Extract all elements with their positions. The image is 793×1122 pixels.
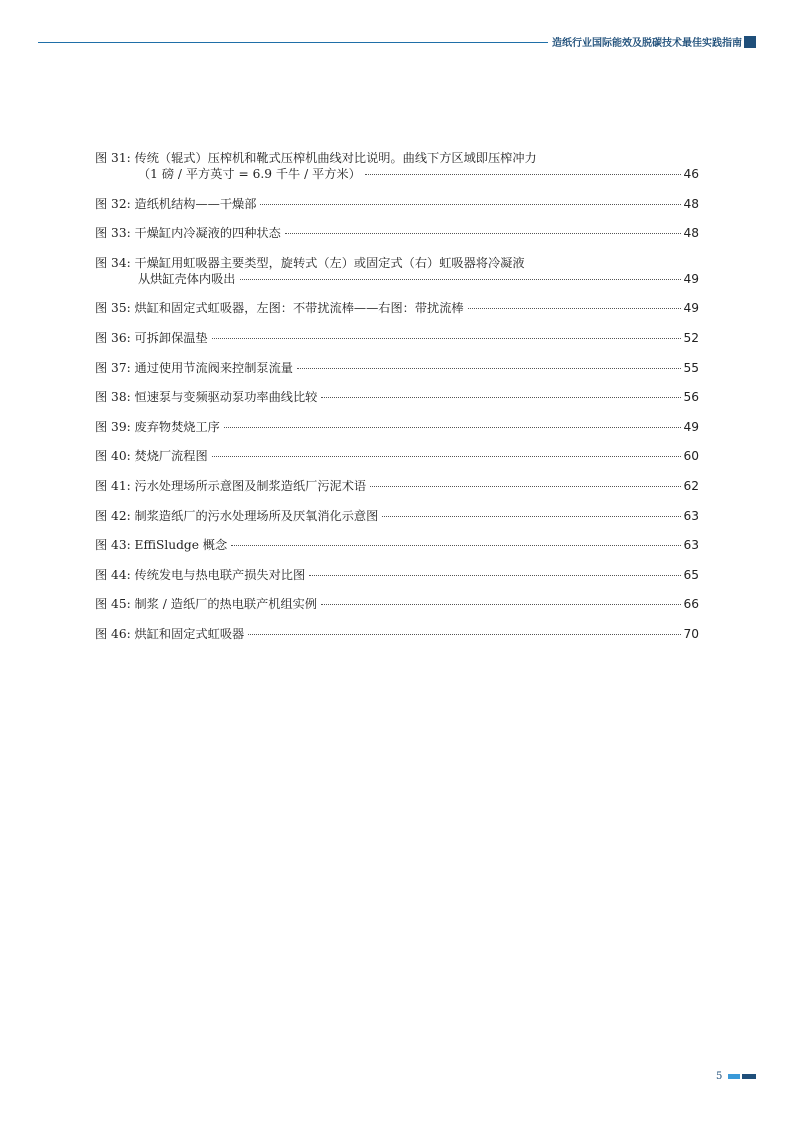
toc-entry-label: 图 38: 恒速泵与变频驱动泵功率曲线比较 bbox=[95, 390, 318, 405]
toc-entry-label: 图 32: 造纸机结构——干燥部 bbox=[95, 196, 257, 211]
toc-page-number: 62 bbox=[683, 478, 699, 493]
toc-entry-label: 图 42: 制浆造纸厂的污水处理场所及厌氧消化示意图 bbox=[95, 508, 379, 523]
toc-entry-label: 图 33: 干燥缸内冷凝液的四种状态 bbox=[95, 226, 281, 241]
header-square-mark bbox=[744, 36, 756, 48]
list-of-figures bbox=[95, 150, 699, 656]
toc-page-number: 49 bbox=[683, 301, 699, 316]
toc-leader-dots bbox=[212, 338, 682, 339]
toc-leader-dots bbox=[248, 634, 681, 635]
toc-entry[interactable] bbox=[95, 225, 699, 241]
toc-page-number: 49 bbox=[683, 271, 699, 286]
toc-leader-dots bbox=[260, 204, 681, 205]
toc-entry[interactable] bbox=[95, 389, 699, 405]
toc-entry-label: 图 43: EffiSludge 概念 bbox=[95, 538, 228, 553]
toc-entry[interactable] bbox=[95, 150, 699, 182]
toc-entry[interactable] bbox=[95, 330, 699, 346]
toc-entry-label: 从烘缸壳体内吸出 bbox=[138, 271, 236, 286]
toc-entry-label: 图 37: 通过使用节流阀来控制泵流量 bbox=[95, 360, 293, 375]
toc-leader-dots bbox=[365, 174, 682, 175]
toc-leader-dots bbox=[240, 279, 682, 280]
toc-entry-label: 图 46: 烘缸和固定式虹吸器 bbox=[95, 626, 245, 641]
toc-entry[interactable] bbox=[95, 448, 699, 464]
toc-entry-label: 图 39: 废弃物焚烧工序 bbox=[95, 419, 220, 434]
toc-entry-line1: 图 34: 干燥缸用虹吸器主要类型，旋转式（左）或固定式（右）虹吸器将冷凝液 bbox=[95, 255, 525, 270]
toc-page-number: 46 bbox=[683, 167, 699, 181]
toc-page-number: 49 bbox=[683, 419, 699, 434]
footer-accent-bar-dark bbox=[742, 1074, 756, 1079]
toc-entry[interactable] bbox=[95, 596, 699, 612]
toc-entry[interactable] bbox=[95, 419, 699, 435]
toc-leader-dots bbox=[285, 233, 682, 234]
toc-entry[interactable] bbox=[95, 626, 699, 642]
toc-page-number: 63 bbox=[683, 508, 699, 523]
toc-leader-dots bbox=[321, 604, 681, 605]
toc-entry-label: 图 40: 焚烧厂流程图 bbox=[95, 449, 208, 464]
toc-page-number: 63 bbox=[683, 538, 699, 553]
toc-leader-dots bbox=[231, 545, 681, 546]
toc-entry-line1: 图 31: 传统（辊式）压榨机和靴式压榨机曲线对比说明。曲线下方区域即压榨冲力 bbox=[95, 151, 537, 165]
toc-page-number: 66 bbox=[683, 597, 699, 612]
toc-page-number: 52 bbox=[683, 330, 699, 345]
toc-page-number: 65 bbox=[683, 567, 699, 582]
toc-page-number: 60 bbox=[683, 449, 699, 464]
toc-entry-label: 图 35: 烘缸和固定式虹吸器，左图：不带扰流棒——右图：带扰流棒 bbox=[95, 301, 464, 316]
toc-entry-label: 图 41: 污水处理场所示意图及制浆造纸厂污泥术语 bbox=[95, 478, 367, 493]
toc-leader-dots bbox=[382, 516, 681, 517]
toc-page-number: 48 bbox=[683, 226, 699, 241]
toc-entry-label: 图 44: 传统发电与热电联产损失对比图 bbox=[95, 567, 306, 582]
toc-entry[interactable] bbox=[95, 196, 699, 212]
toc-entry[interactable] bbox=[95, 255, 699, 287]
toc-leader-dots bbox=[297, 368, 681, 369]
toc-entry[interactable] bbox=[95, 478, 699, 494]
footer-accent-bar-light bbox=[728, 1074, 740, 1079]
toc-leader-dots bbox=[468, 308, 682, 309]
toc-leader-dots bbox=[224, 427, 682, 428]
toc-entry-label: 图 45: 制浆 / 造纸厂的热电联产机组实例 bbox=[95, 597, 318, 612]
toc-entry[interactable] bbox=[95, 537, 699, 553]
toc-leader-dots bbox=[212, 456, 682, 457]
header-rule bbox=[38, 42, 548, 43]
toc-page-number: 70 bbox=[683, 626, 699, 641]
toc-leader-dots bbox=[370, 486, 681, 487]
toc-leader-dots bbox=[321, 397, 681, 398]
page-number: 5 bbox=[716, 1071, 723, 1082]
toc-entry[interactable] bbox=[95, 300, 699, 316]
toc-page-number: 55 bbox=[683, 360, 699, 375]
toc-entry-label: （1 磅 / 平方英寸 = 6.9 千牛 / 平方米） bbox=[138, 167, 361, 181]
toc-entry[interactable] bbox=[95, 508, 699, 524]
toc-entry-label: 图 36: 可拆卸保温垫 bbox=[95, 330, 208, 345]
toc-entry[interactable] bbox=[95, 567, 699, 583]
toc-leader-dots bbox=[309, 575, 681, 576]
toc-page-number: 56 bbox=[683, 390, 699, 405]
running-header-title: 造纸行业国际能效及脱碳技术最佳实践指南 bbox=[552, 38, 742, 49]
toc-page-number: 48 bbox=[683, 196, 699, 211]
toc-entry[interactable] bbox=[95, 360, 699, 376]
